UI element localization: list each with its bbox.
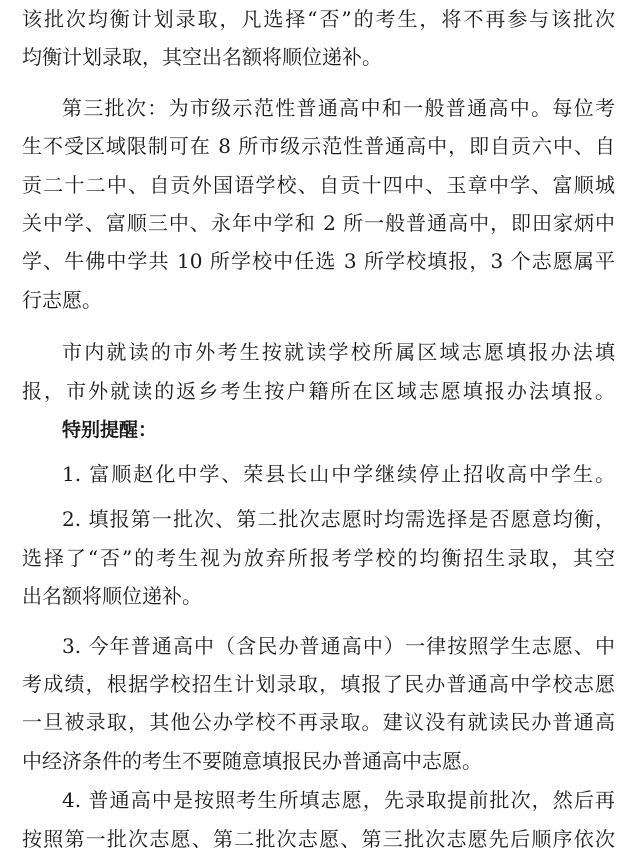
list-item-line: 2. 填报第一批次、第二批次志愿时均需选择是否愿意均衡， (62, 507, 615, 531)
list-item-line: 一旦被录取，其他公办学校不再录取。建议没有就读民办普通高 (22, 710, 615, 734)
paragraph-line: 市内就读的市外考生按就读学校所属区域志愿填报办法填 (62, 340, 615, 364)
paragraph-line: 第三批次：为市级示范性普通高中和一般普通高中。每位考 (62, 96, 615, 120)
list-item-line: 1. 富顺赵化中学、荣县长山中学继续停止招收高中学生。 (62, 462, 615, 486)
list-item-line: 中经济条件的考生不要随意填报民办普通高中志愿。 (22, 749, 482, 773)
list-item-line: 选择了“否”的考生视为放弃所报考学校的均衡招生录取，其空 (22, 546, 615, 570)
list-item-line: 4. 普通高中是按照考生所填志愿，先录取提前批次，然后再 (62, 788, 615, 812)
list-item-line: 考成绩，根据学校招生计划录取，填报了民办普通高中学校志愿 (22, 672, 615, 696)
list-item-line: 按照第一批次志愿、第二批次志愿、第三批次志愿先后顺序依次 (22, 827, 615, 851)
paragraph-line: 学、牛佛中学共 10 所学校中任选 3 所学校填报，3 个志愿属平 (22, 249, 615, 273)
list-item-line: 3. 今年普通高中（含民办普通高中）一律按照学生志愿、中 (62, 634, 615, 658)
paragraph-line: 行志愿。 (22, 288, 102, 312)
paragraph-line: 该批次均衡计划录取，凡选择“否”的考生，将不再参与该批次 (22, 7, 615, 31)
paragraph-line: 贡二十二中、自贡外国语学校、自贡十四中、玉章中学、富顺城 (22, 173, 615, 197)
list-item-line: 出名额将顺位递补。 (22, 584, 202, 608)
paragraph-line: 报，市外就读的返乡考生按户籍所在区域志愿填报办法填报。 (22, 379, 615, 403)
paragraph-line: 生不受区域限制可在 8 所市级示范性普通高中，即自贡六中、自 (22, 134, 615, 158)
section-heading: 特别提醒： (62, 419, 158, 441)
paragraph-line: 关中学、富顺三中、永年中学和 2 所一般普通高中，即田家炳中 (22, 211, 615, 235)
paragraph-line: 均衡计划录取，其空出名额将顺位递补。 (22, 45, 382, 69)
